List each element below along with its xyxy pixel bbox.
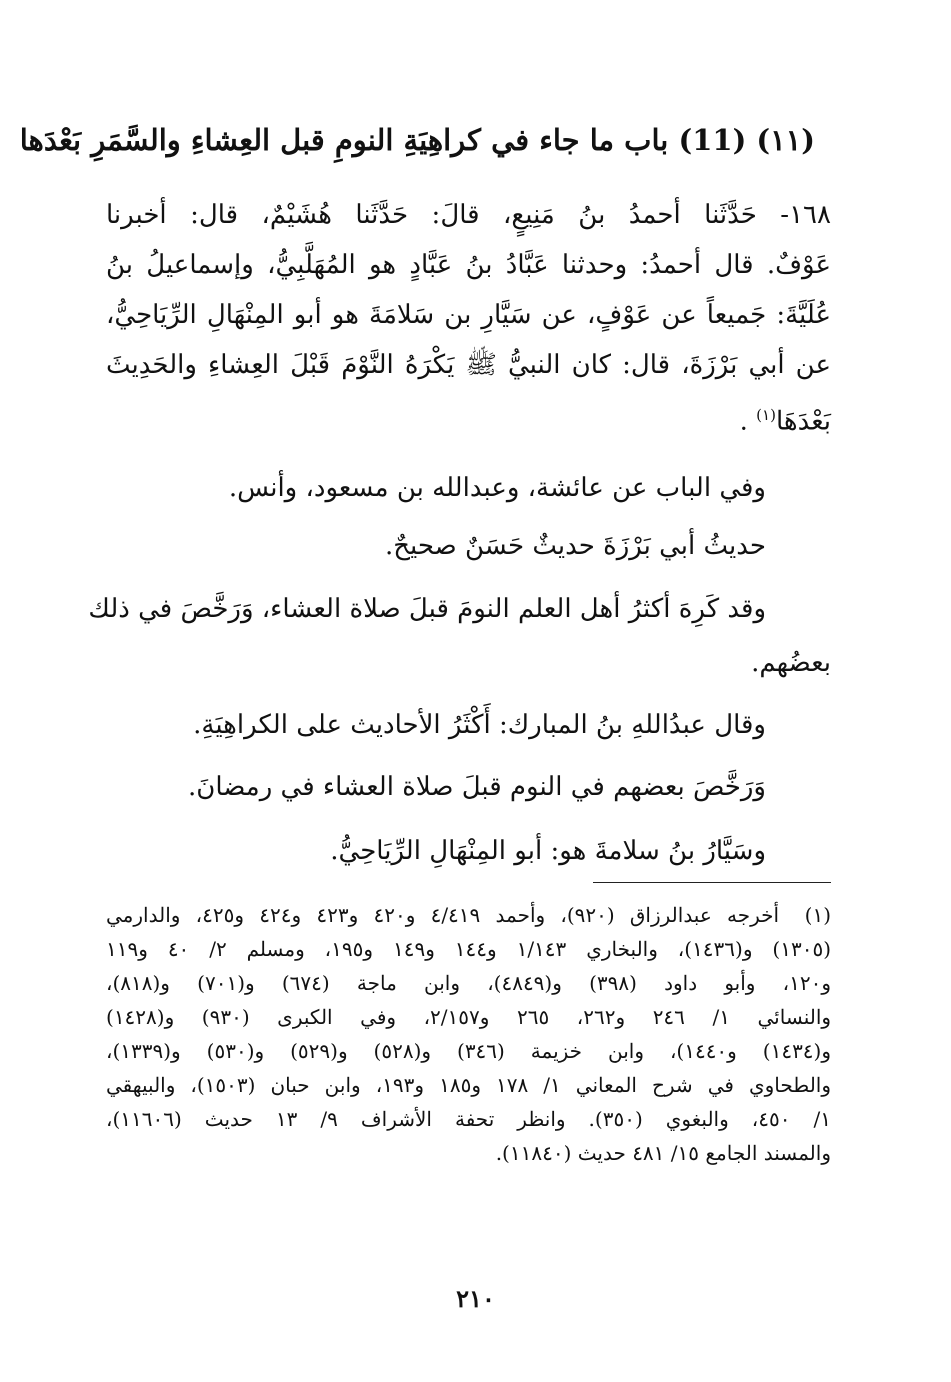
footnote-block [106, 898, 831, 1170]
hadith-line: عُلَيَّةَ: جَميعاً عن عَوْفٍ، عن سَيَّارِ بن سَلامَةَ هو أبو المِنْهَالِ الرِّيَاحِيُّ، [106, 300, 831, 330]
hadith-last-word: بَعْدَهَا [775, 406, 831, 437]
footnote-line: أخرجه عبدالرزاق (٩٢٠)، وأحمد ٤/٤١٩ و٤٢٠ و٤٢٣ و٤٢٤ و٤٢٥، والدارمي [106, 903, 780, 927]
footnote-line: ١/ ٤٥٠، والبغوي (٣٥٠). وانظر تحفة الأشراف ٩/ ١٣ حديث (١١٦٠٦)، [106, 1107, 831, 1131]
karaha-paragraph [88, 582, 831, 690]
hadith-end-stop: . [739, 406, 757, 437]
footnote-line: والنسائي ١/ ٢٤٦ و٢٦٢، ٢٦٥ و٢/١٥٧، وفي الكبرى (٩٣٠) و(١٤٢٨) [106, 1005, 832, 1029]
hadith-line: ١٦٨- حَدَّثَنا أحمدُ بنُ مَنِيعٍ، قالَ: حَدَّثَنا هُشَيْمٌ، قال: أخبرنا [106, 200, 831, 230]
footnote-line: و١٢٠، وأبو داود (٣٩٨) و(٤٨٤٩)، وابن ماجة (٦٧٤) و(٧٠١) و(٨١٨)، [106, 971, 832, 995]
page-number: ٢١٠ [456, 1284, 495, 1313]
hadith-line-final [106, 390, 831, 447]
footnote-line: (١٣٠٥) و(١٤٣٦)، والبخاري ١/١٤٣ و١٤٤ و١٤٩ و١٩٥، ومسلم ٢/ ٤٠ و١١٩ [106, 937, 831, 961]
karaha-line: وقد كَرِهَ أكثرُ أهل العلم النومَ قبلَ صلاة العشاء، وَرَخَّصَ في ذلك [88, 594, 766, 624]
hadith-168-text [106, 190, 831, 447]
footnote-reference[interactable]: (١) [756, 406, 776, 424]
footnote-separator [593, 882, 831, 883]
ramadan-paragraph: وَرَخَّصَ بعضهم في النوم قبلَ صلاة العشاء في رمضانَ. [187, 772, 766, 802]
sayyar-paragraph: وسَيَّارُ بنُ سلامةَ هو: أبو المِنْهَالِ الرِّيَاحِيُّ. [330, 836, 766, 866]
footnote-line: والطحاوي في شرح المعاني ١/ ١٧٨ و١٨٥ و١٩٣، وابن حبان (١٥٠٣)، والبيهقي [106, 1073, 832, 1097]
hadith-grade-paragraph: حديثُ أبي بَرْزَةَ حديثٌ حَسَنٌ صحيحٌ. [385, 531, 766, 561]
fil-bab-paragraph: وفي الباب عن عائشة، وعبدالله بن مسعود، وأنس. [228, 473, 766, 503]
footnote-marker: (١) [804, 903, 831, 927]
chapter-heading: (١١) (11) باب ما جاء في كراهِيَةِ النومِ قبل العِشاءِ والسَّمَرِ بَعْدَها [19, 123, 815, 157]
ibn-mubarak-paragraph: وقال عبدُاللهِ بنُ المبارك: أَكْثَرُ الأحاديث على الكراهِيَةِ. [193, 710, 766, 740]
footnote-line: و(١٤٣٤) و١٤٤٠)، وابن خزيمة (٣٤٦) و(٥٢٨) و(٥٢٩) و(٥٣٠) و(١٣٣٩)، [106, 1039, 832, 1063]
footnote-line: والمسند الجامع ١٥/ ٤٨١ حديث (١١٨٤٠). [495, 1141, 831, 1165]
hadith-line: عَوْفٌ. قال أحمدُ: وحدثنا عَبَّادُ بنُ عَبَّادٍ هو المُهَلَّبِيُّ، وإسماعيلُ بنُ [106, 250, 831, 280]
karaha-line: بعضُهم. [751, 648, 831, 678]
hadith-line: عن أبي بَرْزَةَ، قال: كان النبيُّ ﷺ يَكْرَهُ النَّوْمَ قَبْلَ العِشاءِ والحَدِيثَ [106, 350, 831, 380]
